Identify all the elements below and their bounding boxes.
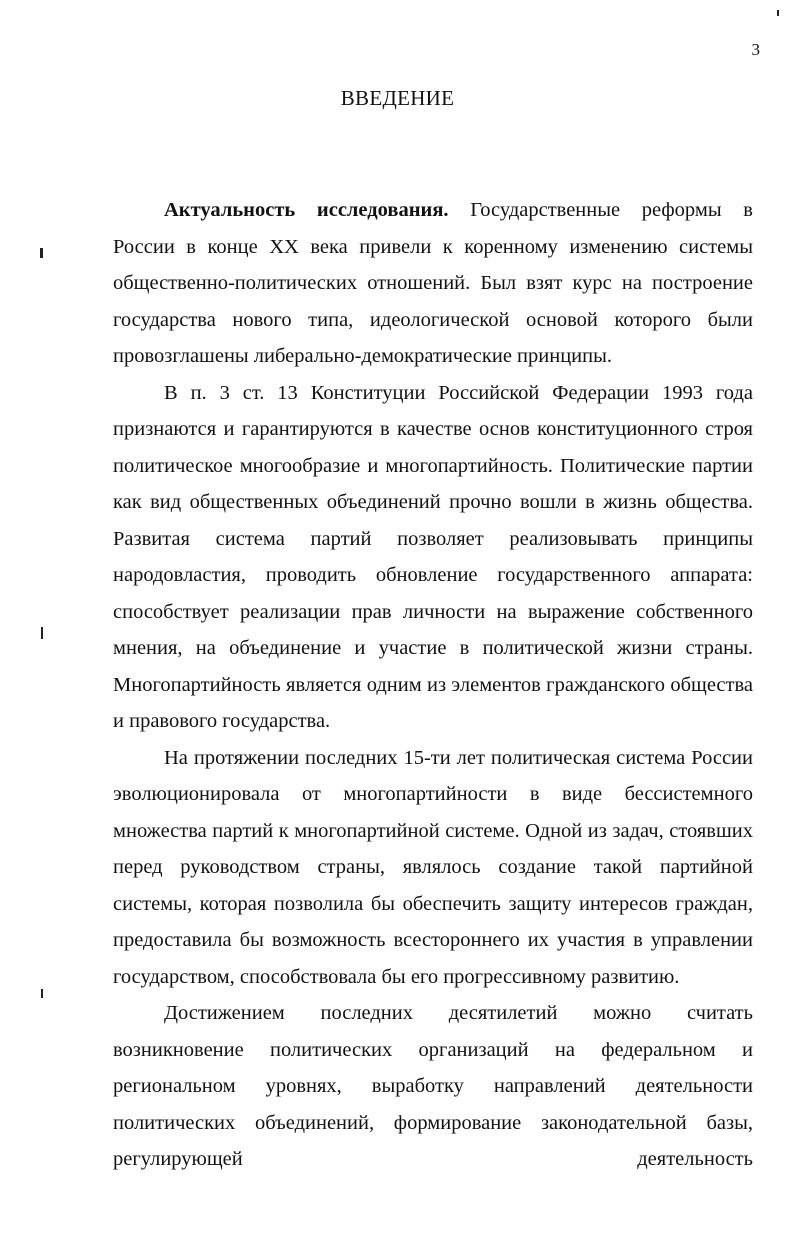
paragraph-constitution <box>113 375 753 740</box>
paragraph-lead: Актуальность исследования. <box>164 199 449 221</box>
scan-mark <box>41 627 43 639</box>
paragraph-text: На протяжении последних 15-ти лет политическая система России эволюционировала от многопартийности в виде бессистемного множества партий к многопартийной системе. Одной из задач, стоявших перед руководством страны, являлось создание такой партийной системы, которая позволила бы обеспечить защиту интересов граждан, предоставила бы возможность всестороннего их участия в управлении государством, способствовала бы его прогрессивному развитию. <box>113 746 753 988</box>
body-text <box>113 192 753 1178</box>
paragraph-evolution <box>113 740 753 996</box>
paragraph-text: Достижением последних десятилетий можно считать возникновение политических организаций на федеральном и региональном уровнях, выработку направлений деятельности политических объединений, формирование законодательной базы, регулирующей деятельность <box>113 1002 753 1170</box>
paragraph-text: Государственные реформы в России в конце XX века привели к коренному изменению системы общественно-политических отношений. Был взят курс на построение государства нового типа, идеологической основой которого были провозглашены либерально-демократические принципы. <box>113 199 753 367</box>
scan-mark <box>777 10 779 16</box>
paragraph-text: В п. 3 ст. 13 Конституции Российской Федерации 1993 года признаются и гарантируются в качестве основ конституционного строя политическое многообразие и многопартийность. Политические партии как вид общественных объединений прочно вошли в жизнь общества. Развитая система партий позволяет реализовывать принципы народовластия, проводить обновление государственного аппарата: способствует реализации прав личности на выражение собственного мнения, на объединение и участие в политической жизни страны. Многопартийность является одним из элементов гражданского общества и правового государства. <box>113 381 753 732</box>
page-number: 3 <box>751 40 760 59</box>
scan-mark <box>40 248 43 258</box>
page-title: ВВЕДЕНИЕ <box>340 86 455 110</box>
paragraph-relevance <box>113 192 753 375</box>
paragraph-achievements <box>113 995 753 1178</box>
scan-mark <box>41 989 43 998</box>
